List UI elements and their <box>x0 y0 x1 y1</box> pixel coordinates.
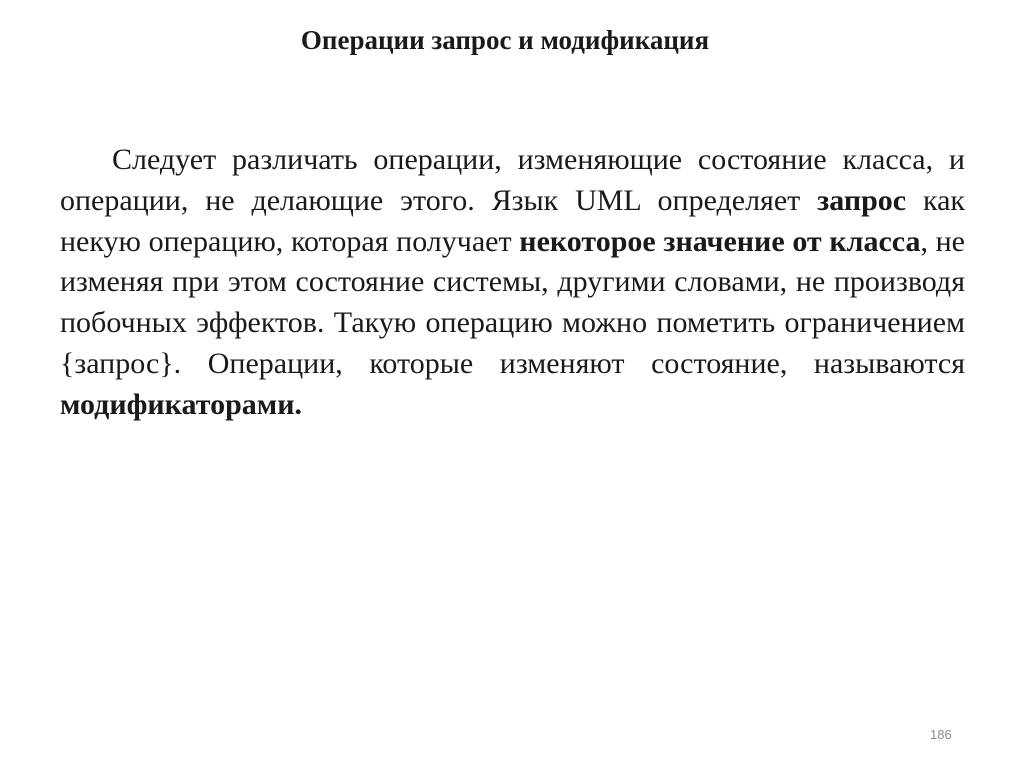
page-number: 186 <box>930 727 952 742</box>
body-paragraph <box>60 140 965 426</box>
bold-term-query: запрос <box>817 183 907 217</box>
slide-title: Операции запрос и модификация <box>300 25 710 55</box>
bold-term-value-from-class: некоторое значение от класса <box>519 224 921 258</box>
paragraph-text-3: , не изменяя при этом состояние системы, другими словами, не производя побочных эффектов. Такую операцию можно пометить ограничением {запрос}. Операции, которые изменяют состояние, называются <box>60 224 965 380</box>
paragraph-text-2: как некую операцию, которая получает <box>60 183 965 258</box>
bold-term-modifiers: модификаторами. <box>60 387 302 421</box>
paragraph-text-1: Следует различать операции, изменяющие состояние класса, и операции, не делающие этого. Язык UML определяет <box>60 143 965 217</box>
